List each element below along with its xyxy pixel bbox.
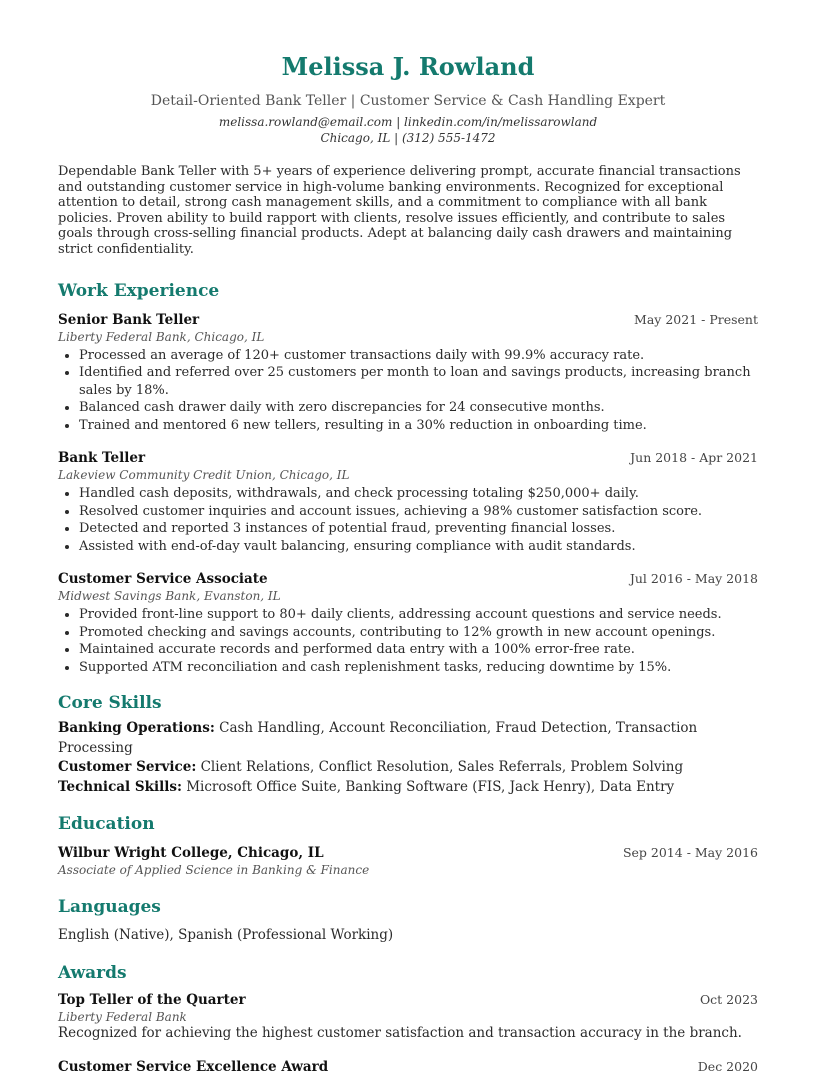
bullet-item: • Handled cash deposits, withdrawals, and check processing totaling $250,000+ daily. <box>79 485 758 503</box>
bullet-item: • Detected and reported 3 instances of potential fraud, preventing financial losses. <box>79 520 758 538</box>
skill-category: Technical Skills: <box>58 778 182 795</box>
job-bullets <box>58 347 758 435</box>
skill-line <box>58 758 758 778</box>
languages-list: English (Native), Spanish (Professional Working) <box>58 927 394 944</box>
bullet-item: • Balanced cash drawer daily with zero discrepancies for 24 consecutive months. <box>79 399 758 417</box>
school-name: Wilbur Wright College, Chicago, IL <box>58 845 324 862</box>
bullet-item: • Assisted with end-of-day vault balancing, ensuring compliance with audit standards. <box>79 538 758 556</box>
job-company: Liberty Federal Bank, Chicago, IL <box>58 329 265 344</box>
job-company: Lakeview Community Credit Union, Chicago, IL <box>58 468 350 483</box>
headline: Detail-Oriented Bank Teller | Customer Service & Cash Handling Expert <box>150 93 666 109</box>
contact-location-phone: Chicago, IL | (312) 555-1472 <box>320 131 496 145</box>
award-date: Dec 2020 <box>697 1059 758 1075</box>
skill-category: Banking Operations: <box>58 720 215 737</box>
award-entry <box>58 1058 758 1076</box>
job-dates: Jul 2016 - May 2018 <box>629 571 758 587</box>
skills-list <box>58 719 758 797</box>
bullet-item: • Promoted checking and savings accounts, contributing to 12% growth in new account openings. <box>79 624 758 642</box>
award-title: Customer Service Excellence Award <box>58 1059 329 1076</box>
bullet-item: • Trained and mentored 6 new tellers, resulting in a 30% reduction in onboarding time. <box>79 417 758 435</box>
section-title-skills: Core Skills <box>58 693 162 714</box>
bullet-item: • Maintained accurate records and performed data entry with a 100% error-free rate. <box>79 641 758 659</box>
job-title: Bank Teller <box>58 450 146 467</box>
job-entry <box>58 449 758 555</box>
skill-line <box>58 719 758 758</box>
bullet-item: • Resolved customer inquiries and account issues, achieving a 98% customer satisfaction score. <box>79 503 758 521</box>
bullet-item: • Processed an average of 120+ customer transactions daily with 99.9% accuracy rate. <box>79 347 758 365</box>
education-entry <box>58 844 758 878</box>
section-title-awards: Awards <box>58 963 127 984</box>
section-title-languages: Languages <box>58 897 161 918</box>
job-bullets <box>58 485 758 555</box>
degree: Associate of Applied Science in Banking & Finance <box>58 863 370 878</box>
award-entry <box>58 991 758 1042</box>
job-dates: Jun 2018 - Apr 2021 <box>630 450 758 466</box>
bullet-item: • Supported ATM reconciliation and cash replenishment tasks, reducing downtime by 15%. <box>79 659 758 677</box>
award-organization: Liberty Federal Bank <box>58 1010 187 1025</box>
bullet-item: • Provided front-line support to 80+ daily clients, addressing account questions and service needs. <box>79 606 758 624</box>
job-dates: May 2021 - Present <box>634 311 758 327</box>
contact-email-linkedin: melissa.rowland@email.com | linkedin.com/in/melissarowland <box>218 115 598 129</box>
job-title: Customer Service Associate <box>58 571 268 588</box>
resume-header <box>58 52 758 146</box>
skill-values: Client Relations, Conflict Resolution, Sales Referrals, Problem Solving <box>196 759 684 776</box>
section-title-experience: Work Experience <box>58 280 220 301</box>
job-entry <box>58 570 758 676</box>
skill-line <box>58 778 758 798</box>
bullet-item: • Identified and referred over 25 customers per month to loan and savings products, increasing branch sales by 18%. <box>79 364 758 399</box>
professional-summary: Dependable Bank Teller with 5+ years of experience delivering prompt, accurate financial transactions and outstanding customer service in high-volume banking environments. Recognized for exceptional attention to detail, strong cash management skills, and a commitment to compliance with all bank policies. Proven ability to build rapport with clients, resolve issues efficiently, and contribute to sales goals through cross-selling financial products. Adept at balancing daily cash drawers and maintaining strict confidentiality. <box>58 164 741 257</box>
skill-values: Cash Handling, Account Reconciliation, Fraud Detection, Transaction Processing <box>58 720 698 756</box>
section-title-education: Education <box>58 814 155 835</box>
job-bullets <box>58 606 758 676</box>
award-title: Top Teller of the Quarter <box>58 992 246 1009</box>
job-entry <box>58 311 758 435</box>
award-description: Recognized for achieving the highest customer satisfaction and transaction accuracy in the branch. <box>58 1025 742 1042</box>
job-title: Senior Bank Teller <box>58 311 200 328</box>
skill-values: Microsoft Office Suite, Banking Software (FIS, Jack Henry), Data Entry <box>181 778 675 795</box>
skill-category: Customer Service: <box>58 759 197 776</box>
candidate-name: Melissa J. Rowland <box>281 52 535 81</box>
award-date: Oct 2023 <box>699 992 758 1008</box>
job-company: Midwest Savings Bank, Evanston, IL <box>58 589 281 604</box>
education-dates: Sep 2014 - May 2016 <box>622 845 758 861</box>
